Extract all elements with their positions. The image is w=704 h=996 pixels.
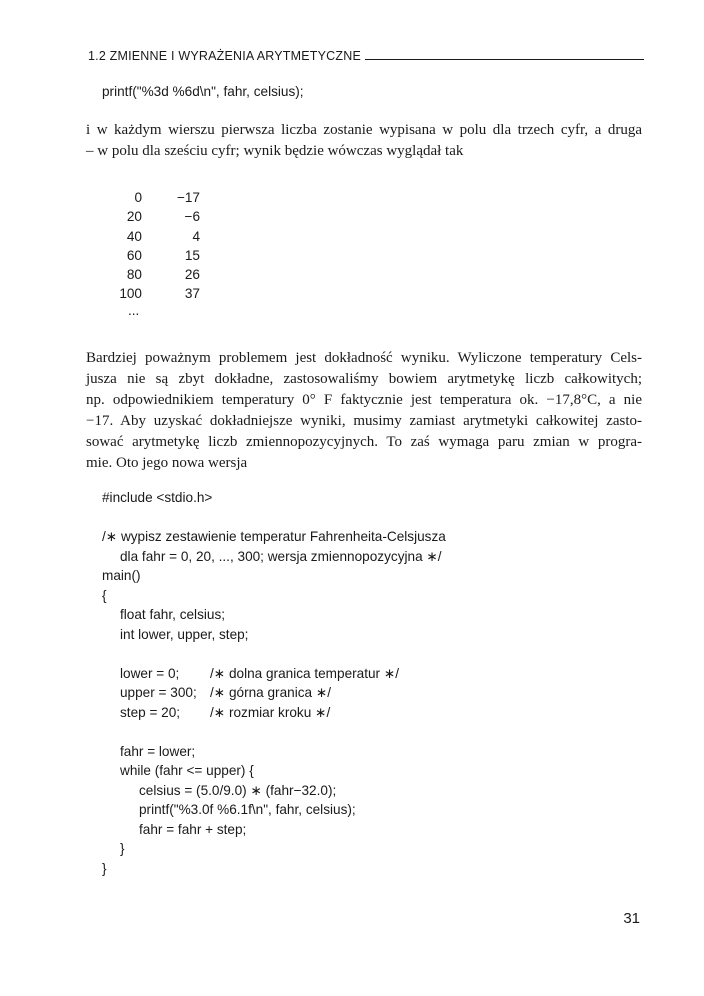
table-row	[100, 265, 200, 284]
page-number: 31	[623, 910, 640, 927]
celsius-cell: 26	[184, 267, 200, 283]
fahr-cell: 0	[134, 190, 142, 205]
code-line: printf("%3.0f %6.1f\n", fahr, celsius);	[139, 802, 356, 817]
table-row	[100, 207, 200, 226]
table-row	[100, 188, 200, 207]
code-line: }	[102, 860, 107, 876]
code-line: celsius = (5.0/9.0) ∗ (fahr−32.0);	[139, 782, 337, 798]
paragraph-line: Bardziej poważnym problemem jest dokładność wyniku. Wyliczone temperatury Cels-	[86, 350, 642, 366]
celsius-cell: 4	[192, 228, 200, 244]
code-comment: /∗ górna granica ∗/	[210, 685, 332, 700]
celsius-cell: 37	[184, 286, 200, 302]
table-ellipsis: ...	[128, 302, 140, 318]
code-line: /∗ wypisz zestawienie temperatur Fahrenheita-Celsjusza	[102, 529, 446, 544]
code-line: #include <stdio.h>	[102, 490, 213, 505]
code-line: {	[102, 587, 107, 603]
fahr-cell: 20	[126, 209, 142, 225]
celsius-cell: 15	[184, 247, 200, 263]
paragraph-line: sować arytmetykę liczb zmiennopozycyjnych. To zaś wymaga paru zmian w progra-	[86, 434, 642, 450]
code-line: dla fahr = 0, 20, ..., 300; wersja zmiennopozycyjna ∗/	[120, 548, 442, 564]
code-comment: /∗ rozmiar kroku ∗/	[210, 704, 331, 720]
header-rule	[365, 59, 644, 60]
code-line: fahr = fahr + step;	[139, 821, 247, 837]
table-row	[100, 284, 200, 303]
code-line	[102, 703, 446, 723]
paragraph-line: −17. Aby uzyskać dokładniejsze wyniki, musimy zamiast arytmetyki całkowitej zasto-	[86, 413, 642, 429]
table-row	[100, 227, 200, 246]
celsius-cell: −17	[176, 190, 200, 205]
celsius-cell: −6	[184, 209, 200, 225]
code-comment: /∗ dolna granica temperatur ∗/	[210, 665, 400, 681]
paragraph-line: mie. Oto jego nowa wersja	[86, 455, 248, 471]
output-table	[100, 188, 200, 318]
fahr-cell: 60	[126, 247, 142, 263]
paragraph-line: np. odpowiednikiem temperatury 0° F faktycznie jest temperatura ok. −17,8°C, a nie	[86, 392, 642, 408]
fahr-cell: 80	[126, 267, 142, 283]
fahr-cell: 100	[119, 286, 142, 302]
section-title: 1.2 ZMIENNE I WYRAŻENIA ARYTMETYCZNE	[88, 49, 361, 63]
fahr-cell: 40	[126, 228, 142, 244]
code-statement: upper = 300;	[120, 685, 197, 700]
printf-code-line: printf("%3d %6d\n", fahr, celsius);	[102, 84, 304, 99]
paragraph-1	[86, 120, 642, 162]
paragraph-2	[86, 348, 642, 474]
paragraph-line: jusza nie są zbyt dokładne, zastosowaliśmy bowiem arytmetykę liczb całkowitych;	[86, 371, 642, 387]
code-line	[102, 683, 446, 703]
paragraph-line: i w każdym wierszu pierwsza liczba zostanie wypisana w polu dla trzech cyfr, a druga	[86, 122, 642, 138]
code-statement: lower = 0;	[120, 665, 180, 681]
code-line: while (fahr <= upper) {	[120, 763, 254, 778]
code-line: fahr = lower;	[120, 743, 196, 759]
code-listing	[102, 488, 446, 878]
running-header	[88, 43, 644, 63]
code-line	[102, 664, 446, 684]
table-row	[100, 246, 200, 265]
paragraph-line: – w polu dla sześciu cyfr; wynik będzie wówczas wyglądał tak	[86, 143, 464, 159]
code-line: }	[120, 841, 125, 856]
code-line: int lower, upper, step;	[120, 626, 249, 642]
code-line: main()	[102, 568, 141, 583]
code-statement: step = 20;	[120, 704, 181, 720]
code-line: float fahr, celsius;	[120, 607, 226, 622]
